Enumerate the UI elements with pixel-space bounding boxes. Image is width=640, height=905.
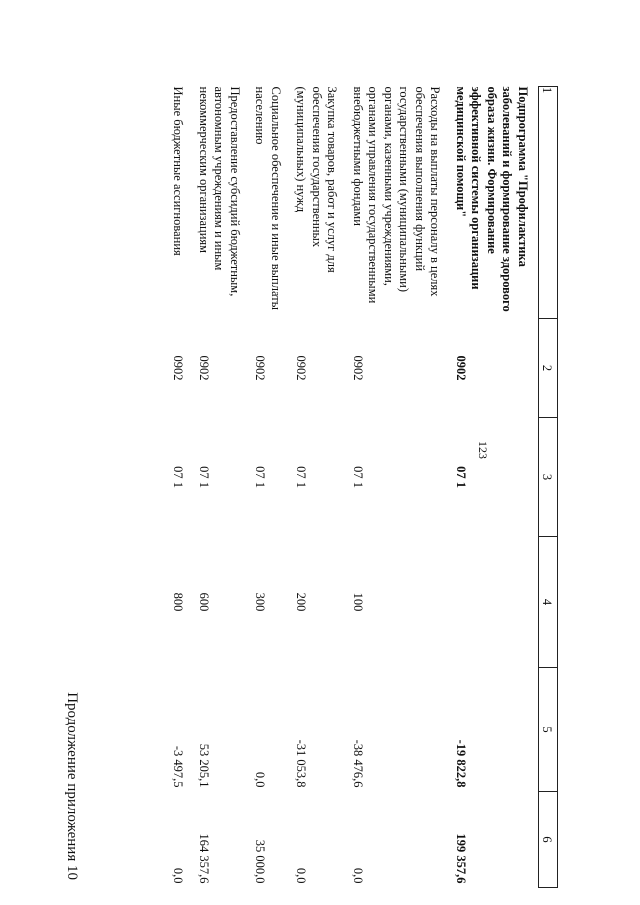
row-amount-6: 199 357,6 bbox=[454, 833, 468, 884]
row-section: 0902 bbox=[454, 355, 468, 381]
table-row bbox=[168, 87, 194, 888]
row-amount-5: -31 053,8 bbox=[294, 739, 309, 788]
row-section: 0902 bbox=[171, 355, 186, 381]
row-amount-5: -38 476,6 bbox=[351, 739, 365, 788]
column-header-6: 6 bbox=[539, 792, 558, 888]
row-amount-5: 0,0 bbox=[253, 771, 268, 788]
row-expense-type: 100 bbox=[351, 592, 365, 612]
row-expense-type: 800 bbox=[171, 592, 186, 612]
row-amount-6: 0,0 bbox=[351, 867, 365, 884]
row-name: Иные бюджетные ассигнования bbox=[171, 86, 186, 256]
row-target-article: 07 1 bbox=[351, 466, 365, 488]
budget-table bbox=[168, 86, 558, 888]
row-section: 0902 bbox=[253, 355, 268, 381]
row-amount-6: 0,0 bbox=[171, 867, 186, 884]
row-expense-type: 300 bbox=[253, 592, 268, 612]
row-target-article: 07 1 bbox=[253, 466, 268, 488]
row-amount-5: -19 822,8 bbox=[454, 739, 468, 788]
table-row bbox=[194, 87, 251, 888]
header-row bbox=[539, 87, 558, 888]
row-expense-type bbox=[451, 537, 539, 668]
column-header-2: 2 bbox=[539, 319, 558, 418]
row-amount-5: -3 497,5 bbox=[171, 745, 186, 788]
table-row bbox=[348, 87, 451, 888]
row-section: 0902 bbox=[294, 355, 309, 381]
table-row bbox=[250, 87, 291, 888]
table-row bbox=[291, 87, 348, 888]
row-amount-6: 164 357,6 bbox=[197, 833, 211, 884]
row-target-article: 07 1 bbox=[294, 466, 309, 488]
row-expense-type: 200 bbox=[294, 592, 309, 612]
page-number: 123 bbox=[476, 441, 490, 459]
row-target-article: 07 1 bbox=[171, 466, 186, 488]
row-section: 0902 bbox=[351, 355, 365, 381]
row-expense-type: 600 bbox=[197, 592, 211, 612]
row-amount-5: 53 205,1 bbox=[197, 743, 211, 788]
row-target-article: 07 1 bbox=[454, 466, 468, 488]
row-amount-6: 35 000,0 bbox=[253, 839, 268, 884]
column-header-1: 1 bbox=[539, 87, 558, 319]
column-header-5: 5 bbox=[539, 668, 558, 792]
column-header-3: 3 bbox=[539, 418, 558, 537]
row-section: 0902 bbox=[197, 355, 211, 381]
column-header-4: 4 bbox=[539, 537, 558, 668]
row-name: Закупка товаров, работ и услуг для обеспечения государственных (муниципальных) нужд bbox=[294, 86, 340, 273]
row-name: Расходы на выплаты персоналу в целях обеспечения выполнения функций государственными (муниципальными) органами, казенными учреждениями, органами управления государственными внебюджетными фондами bbox=[351, 86, 443, 304]
row-target-article: 07 1 bbox=[197, 466, 211, 488]
row-name: Подпрограмма "Профилактика заболеваний и формирование здорового образа жизни. Формирование эффективной системы организации медицинской помощи" bbox=[454, 86, 530, 312]
row-name: Предоставление субсидий бюджетным, автономным учреждениям и иным некоммерческим организациям bbox=[197, 86, 242, 297]
row-amount-6: 0,0 bbox=[294, 867, 309, 884]
table-row bbox=[451, 87, 539, 888]
appendix-heading: Продолжение приложения 10 bbox=[64, 692, 80, 880]
row-name: Социальное обеспечение и иные выплаты населению bbox=[253, 86, 283, 311]
